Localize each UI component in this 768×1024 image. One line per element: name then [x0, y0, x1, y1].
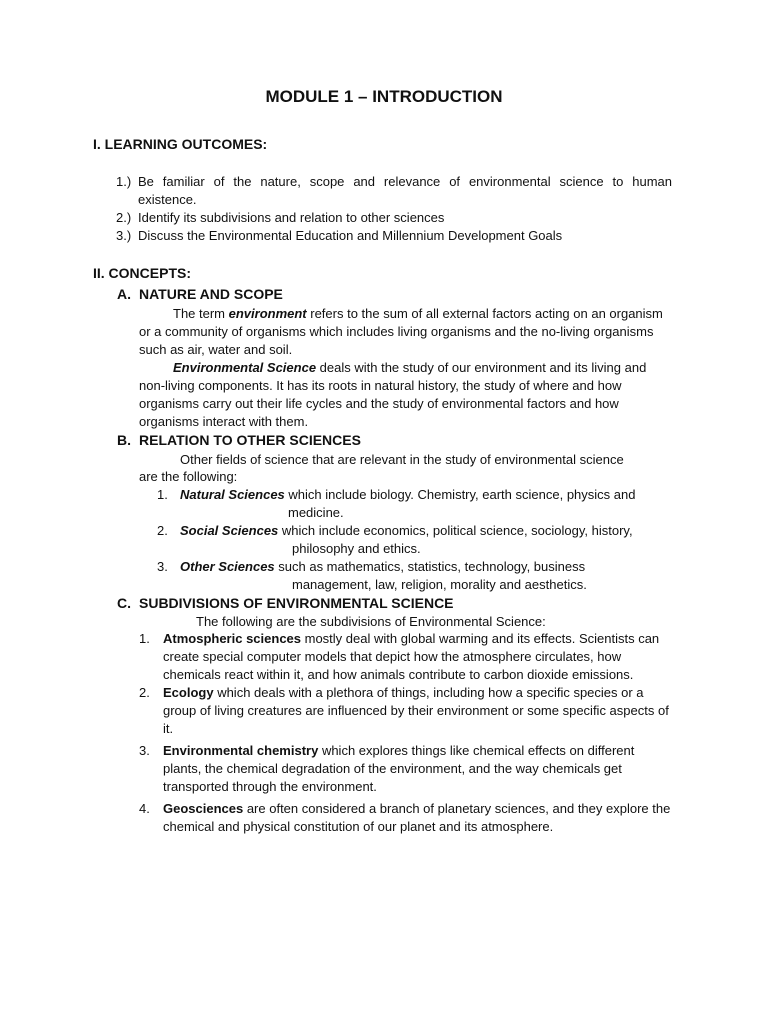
subdivision-list — [139, 630, 673, 836]
item-text: Ecology which deals with a plethora of things, including how a specific species or a group of living creatures are influenced by their environment or some specific aspects of it. — [163, 685, 669, 736]
relation-list — [157, 486, 677, 594]
item-text: Atmospheric sciences mostly deal with global warming and its effects. Scientists can create special computer models that depict how the atmosphere circulates, how chemicals react within it, and how animals contribute to carbon dioxide emissions. — [163, 631, 660, 682]
outcome-list — [116, 173, 676, 245]
item-text-continued: philosophy and ethics. — [292, 541, 421, 556]
item-text: Natural Sciences which include biology. Chemistry, earth science, physics and — [180, 487, 636, 502]
section-a-body — [139, 305, 669, 431]
item-number: 1.) — [116, 174, 132, 189]
section-b-intro-line1: Other fields of science that are relevant in the study of environmental science — [180, 452, 624, 467]
concepts-heading: II. CONCEPTS: — [93, 265, 192, 281]
list-item — [116, 209, 676, 227]
item-number: 3. — [157, 559, 168, 574]
section-c-intro: The following are the subdivisions of Environmental Science: — [196, 614, 546, 629]
list-item — [139, 800, 673, 836]
item-text: Discuss the Environmental Education and Millennium Development Goals — [138, 228, 563, 243]
term-environment: environment — [228, 306, 307, 321]
term-environmental-science: Environmental Science — [173, 360, 317, 375]
item-text: Identify its subdivisions and relation to other sciences — [138, 210, 445, 225]
item-number: 3. — [139, 743, 150, 758]
item-text: Be familiar of the nature, scope and relevance of environmental science to human — [138, 174, 672, 189]
list-item — [157, 558, 677, 594]
item-text: Geosciences are often considered a branch of planetary sciences, and they explore the chemical and physical constitution of our planet and its atmosphere. — [163, 801, 671, 834]
learning-outcomes-heading: I. LEARNING OUTCOMES: — [93, 136, 268, 152]
item-text-continued: medicine. — [288, 505, 344, 520]
list-item — [157, 486, 677, 522]
paragraph: The term environment refers to the sum of all external factors acting on an organism or a community of organisms which includes living organisms and the no-living organisms such as air, water and soil. — [139, 306, 663, 357]
list-item — [157, 522, 677, 558]
paragraph: Environmental Science deals with the study of our environment and its living and non-living components. It has its roots in natural history, the study of where and how organisms carry out their life cycles and the study of environmental factors and how organisms interact with them. — [139, 360, 647, 429]
item-text: Social Sciences which include economics, political science, sociology, history, — [180, 523, 633, 538]
item-number: 2. — [139, 685, 150, 700]
section-a-letter: A. — [117, 286, 131, 302]
item-text: Environmental chemistry which explores things like chemical effects on different plants, the chemical degradation of the environment, and the way chemicals get transported through the environment. — [163, 743, 635, 794]
item-number: 1. — [139, 631, 150, 646]
list-item — [116, 227, 676, 245]
section-c-heading: SUBDIVISIONS OF ENVIRONMENTAL SCIENCE — [139, 595, 454, 611]
list-item — [116, 173, 676, 209]
list-item — [139, 630, 673, 684]
section-b-intro-line2: are the following: — [139, 469, 238, 484]
item-number: 4. — [139, 801, 150, 816]
list-item — [139, 684, 673, 738]
page-title: MODULE 1 – INTRODUCTION — [265, 87, 503, 106]
section-b-heading: RELATION TO OTHER SCIENCES — [139, 432, 361, 448]
item-number: 1. — [157, 487, 168, 502]
item-number: 3.) — [116, 228, 132, 243]
section-b-letter: B. — [117, 432, 131, 448]
section-c-letter: C. — [117, 595, 131, 611]
item-number: 2. — [157, 523, 168, 538]
item-text-continued: existence. — [138, 192, 197, 207]
list-item — [139, 742, 673, 796]
item-text-continued: management, law, religion, morality and aesthetics. — [292, 577, 587, 592]
section-a-heading: NATURE AND SCOPE — [139, 286, 283, 302]
item-text: Other Sciences such as mathematics, statistics, technology, business — [180, 559, 586, 574]
item-number: 2.) — [116, 210, 132, 225]
